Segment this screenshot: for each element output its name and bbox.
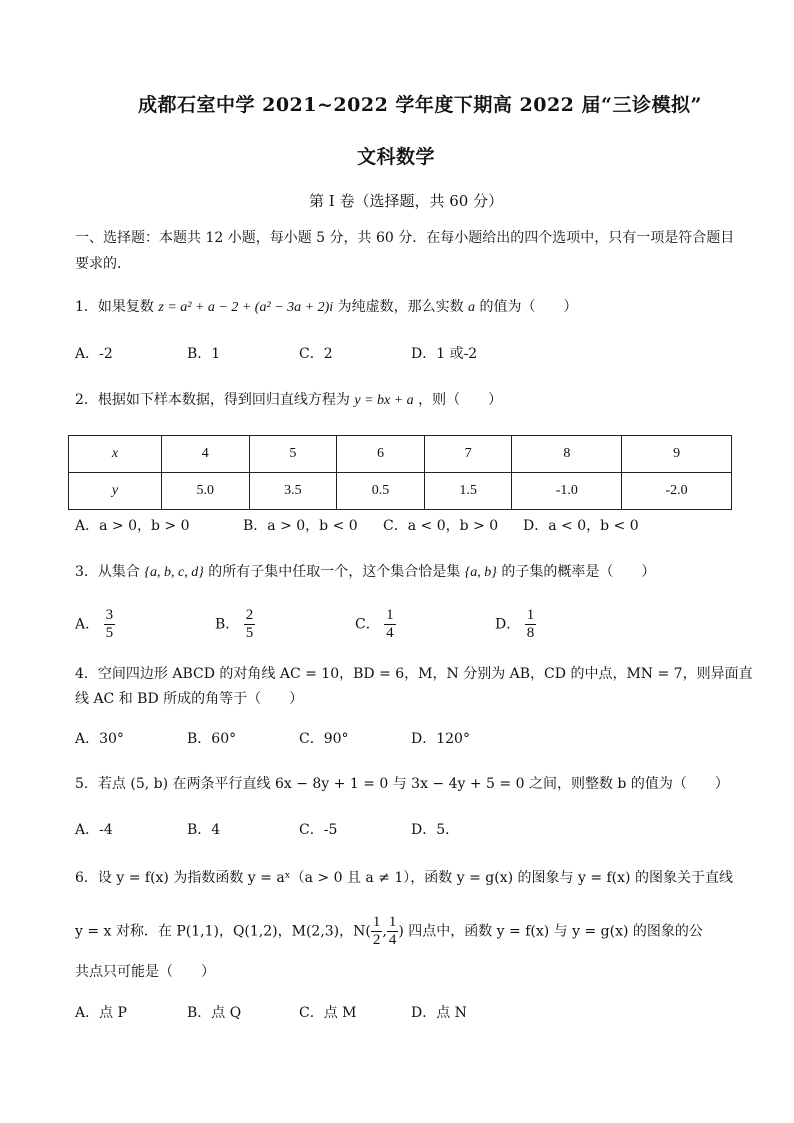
q4-option-a: A．30° <box>75 731 124 747</box>
q1-stem-a: 1．如果复数 <box>75 299 154 315</box>
table-cell: 1.5 <box>424 473 512 510</box>
q3-option-b <box>215 607 255 642</box>
q3-stem-a: 3．从集合 <box>75 564 140 580</box>
q6-line-2-b: ) 四点中，函数 y = f(x) 与 y = g(x) 的图象的公 <box>398 923 703 940</box>
option-letter: A． <box>75 616 100 633</box>
numerator: 2 <box>245 607 254 623</box>
subject-title: 文科数学 <box>357 146 436 168</box>
table-row-y <box>69 473 732 510</box>
q3-option-d <box>495 607 536 642</box>
numerator: 1 <box>526 607 535 623</box>
table-cell: 9 <box>622 436 732 473</box>
numerator: 1 <box>386 607 394 623</box>
q6-option-c: C．点 M <box>299 1005 357 1021</box>
question-1-stem <box>75 297 577 318</box>
numerator: 1 <box>388 914 397 930</box>
question-6-line-1: 6．设 y = f(x) 为指数函数 y = aˣ（a > 0 且 a ≠ 1），函数 y = g(x) 的图象与 y = f(x) 的图象关于直线 <box>75 870 733 886</box>
table-row-x <box>69 436 732 473</box>
q1-stem-c: 的值为（ ） <box>479 299 578 315</box>
q6-comma: , <box>382 923 387 940</box>
fraction <box>387 914 399 949</box>
q2-option-b: B．a > 0，b < 0 <box>243 518 358 534</box>
q2-option-c: C．a < 0，b > 0 <box>383 518 499 534</box>
q2-stem-b: ，则（ ） <box>418 392 503 408</box>
q2-formula: y = bx + a <box>354 393 414 408</box>
q1-option-d: D．1 或-2 <box>411 346 478 362</box>
question-2-stem <box>75 390 502 411</box>
q2-option-a: A．a > 0，b > 0 <box>75 518 190 534</box>
q5-option-c: C．-5 <box>299 822 338 838</box>
option-letter: D． <box>495 616 521 633</box>
q6-option-a: A．点 P <box>75 1005 127 1021</box>
q6-option-b: B．点 Q <box>187 1005 242 1021</box>
table-header-x: x <box>69 436 162 473</box>
q3-stem-c: 的子集的概率是（ ） <box>501 564 656 580</box>
option-letter: C． <box>355 616 380 633</box>
q1-formula: z = a² + a − 2 + (a² − 3a + 2)i <box>158 300 334 315</box>
numerator: 3 <box>105 607 114 623</box>
denominator: 2 <box>372 932 381 948</box>
question-4-line-2: 线 AC 和 BD 所成的角等于（ ） <box>75 691 304 707</box>
q3-set-1: {a, b, c, d} <box>144 565 204 580</box>
fraction <box>525 607 537 642</box>
denominator: 4 <box>388 932 397 948</box>
table-cell: 7 <box>424 436 512 473</box>
q2-stem-a: 2．根据如下样本数据，得到回归直线方程为 <box>75 392 350 408</box>
table-cell: 5 <box>249 436 337 473</box>
q5-option-d: D．5． <box>411 822 460 838</box>
table-header-y: y <box>69 473 162 510</box>
q1-option-a: A．-2 <box>75 346 113 362</box>
q4-option-c: C．90° <box>299 731 349 747</box>
q1-stem-b: 为纯虚数，那么实数 <box>337 299 464 315</box>
q4-option-d: D．120° <box>411 731 470 747</box>
instructions-line-1: 一、选择题：本题共 12 小题，每小题 5 分，共 60 分．在每小题给出的四个选项中，只有一项是符合题目 <box>75 230 735 246</box>
question-3-stem <box>75 562 655 583</box>
question-6-line-2 <box>75 914 703 949</box>
denominator: 4 <box>386 625 394 641</box>
q1-var: a <box>468 300 476 315</box>
fraction <box>384 607 396 642</box>
q6-option-d: D．点 N <box>411 1005 467 1021</box>
table-cell: -1.0 <box>512 473 622 510</box>
option-letter: B． <box>215 616 240 633</box>
table-cell: -2.0 <box>622 473 732 510</box>
table-cell: 0.5 <box>337 473 425 510</box>
table-cell: 3.5 <box>249 473 337 510</box>
q4-option-b: B．60° <box>187 731 237 747</box>
exam-title: 成都石室中学 2021~2022 学年度下期高 2022 届“三诊模拟” <box>138 94 702 116</box>
q1-option-b: B．1 <box>187 346 221 362</box>
numerator: 1 <box>372 914 381 930</box>
table-cell: 6 <box>337 436 425 473</box>
denominator: 8 <box>526 625 535 641</box>
fraction <box>104 607 116 642</box>
q3-option-c <box>355 607 396 642</box>
q3-set-2: {a, b} <box>464 565 497 580</box>
fraction <box>244 607 256 642</box>
table-cell: 8 <box>512 436 622 473</box>
question-5-stem: 5．若点 (5, b) 在两条平行直线 6x − 8y + 1 = 0 与 3x − 4y + 5 = 0 之间，则整数 b 的值为（ ） <box>75 776 729 792</box>
section-heading: 第 I 卷（选择题，共 60 分） <box>309 192 504 210</box>
q1-option-c: C．2 <box>299 346 333 362</box>
fraction <box>371 914 383 949</box>
table-cell: 4 <box>162 436 250 473</box>
sample-data-table <box>68 435 732 510</box>
question-4-line-1: 4．空间四边形 ABCD 的对角线 AC = 10，BD = 6，M，N 分别为 AB，CD 的中点，MN = 7，则异面直 <box>75 666 753 682</box>
question-6-line-3: 共点只可能是（ ） <box>75 964 215 980</box>
q3-option-a <box>75 607 115 642</box>
table-cell: 5.0 <box>162 473 250 510</box>
q3-stem-b: 的所有子集中任取一个，这个集合恰是集 <box>208 564 461 580</box>
q5-option-b: B．4 <box>187 822 221 838</box>
q6-line-2-a: y = x 对称．在 P(1,1)，Q(1,2)，M(2,3)，N( <box>75 923 371 940</box>
denominator: 5 <box>245 625 254 641</box>
q5-option-a: A．-4 <box>75 822 113 838</box>
denominator: 5 <box>105 625 114 641</box>
q2-option-d: D．a < 0，b < 0 <box>523 518 639 534</box>
instructions-line-2: 要求的． <box>75 256 131 272</box>
